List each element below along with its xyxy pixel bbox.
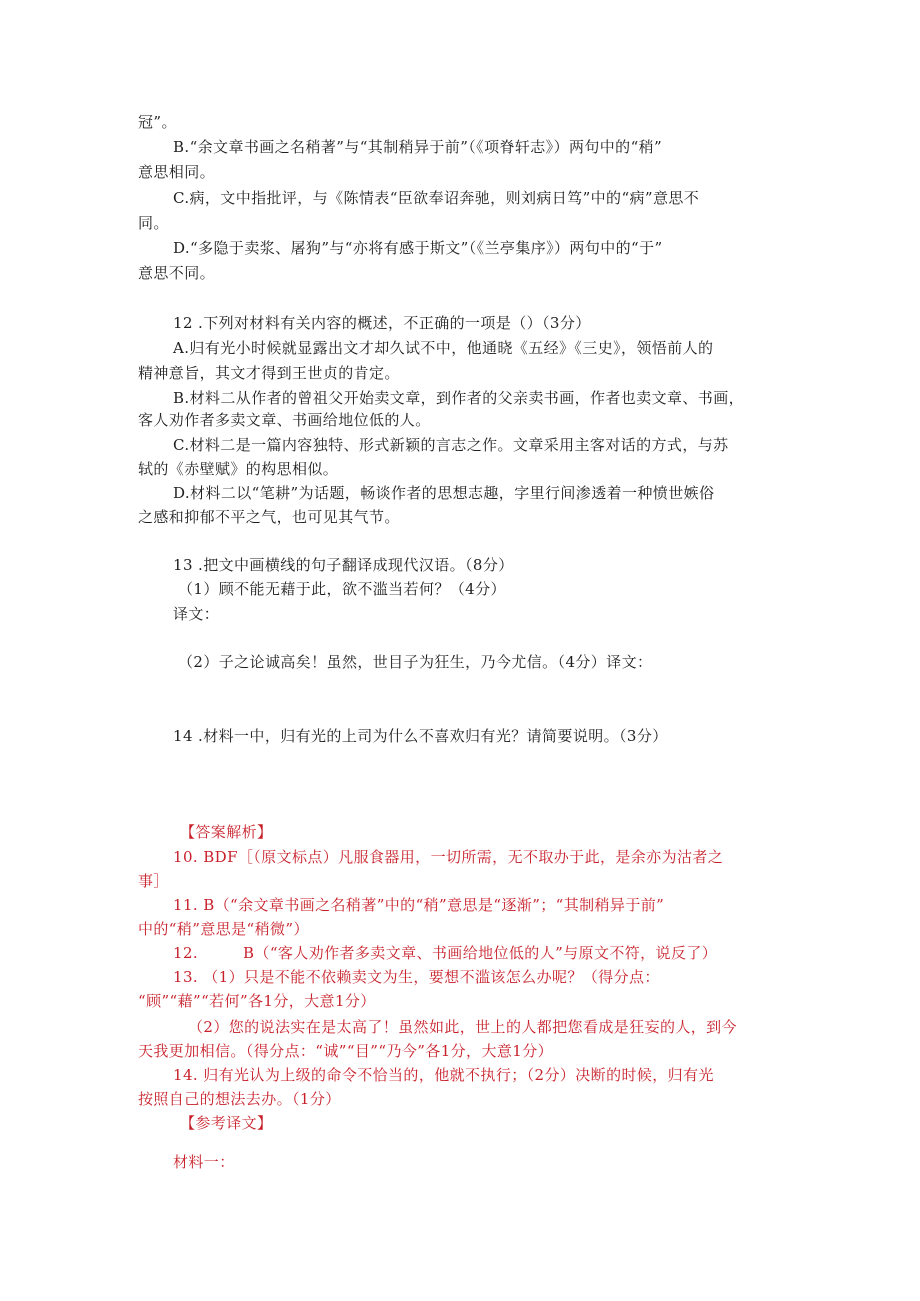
answer-12: B（“客人劝作者多卖文章、书画给地位低的人”与原文不符，说反了） <box>243 944 718 962</box>
q11-option-c: C.病，文中指批评，与《陈情表“臣欲奉诏奔驰，则刘病日笃”中的“病”意思不 <box>173 189 700 207</box>
q12-option-b: B.材料二从作者的曾祖父开始卖文章，到作者的父亲卖书画，作者也卖文章、书画， <box>173 389 744 407</box>
q13-sentence-1: （1）顾不能无藉于此，欲不滥当若何？（4分） <box>178 580 506 598</box>
q11-option-d-cont: 意思不同。 <box>138 264 216 282</box>
answer-11: 11. B（“余文章书画之名稍著”中的“稍”意思是“逐渐”；“其制稍异于前” <box>173 896 665 914</box>
q12-option-d: D.材料二以“笔耕”为话题，畅谈作者的思想志趣，字里行间渗透着一种愤世嫉俗 <box>173 484 715 502</box>
q11-continuation: 冠”。 <box>138 113 177 131</box>
answer-heading: 【答案解析】 <box>180 823 273 841</box>
answer-13: 13. （1）只是不能不依赖卖文为生，要想不滥该怎么办呢？（得分点： <box>173 968 660 986</box>
q12-option-c-cont: 轼的《赤壁赋》的构思相似。 <box>138 460 339 478</box>
answer-12-number: 12. <box>173 944 199 962</box>
q12-stem: 12 .下列对材料有关内容的概述，不正确的一项是（）（3分） <box>173 314 591 332</box>
q12-option-c: C.材料二是一篇内容独特、形式新颖的言志之作。文章采用主客对话的方式，与苏 <box>173 436 729 454</box>
answer-13-cont: “顾”“藉”“若何”各1分，大意1分） <box>138 992 376 1010</box>
answer-13-part-2: （2）您的说法实在是太高了！虽然如此，世上的人都把您看成是狂妄的人，到今 <box>188 1018 737 1036</box>
q13-stem: 13 .把文中画横线的句子翻译成现代汉语。（8分） <box>173 556 514 574</box>
q11-option-d: D.“多隐于卖浆、屠狗”与“亦将有感于斯文”（《兰亭集序》）两句中的“于” <box>173 239 663 257</box>
reference-translation-heading: 【参考译文】 <box>180 1114 273 1132</box>
answer-10: 10. BDF［（原文标点）凡服食器用，一切所需，无不取办于此，是余亦为沽者之 <box>173 848 724 866</box>
q12-option-a-cont: 精神意旨，其文才得到王世贞的肯定。 <box>138 364 400 382</box>
q14-stem: 14 .材料一中，归有光的上司为什么不喜欢归有光？请简要说明。（3分） <box>173 727 668 745</box>
q11-option-b-cont: 意思相同。 <box>138 163 216 181</box>
answer-10-cont: 事］ <box>138 872 169 890</box>
q11-option-c-cont: 同。 <box>138 214 169 232</box>
answer-11-cont: 中的“稍”意思是“稍微”） <box>138 920 309 938</box>
answer-14: 14. 归有光认为上级的命令不恰当的，他就不执行；（2分）决断的时候，归有光 <box>173 1066 714 1084</box>
q12-option-b-cont: 客人劝作者多卖文章、书画给地位低的人。 <box>138 411 431 429</box>
q13-answer-label-1: 译文： <box>173 605 220 623</box>
q12-option-d-cont: 之感和抑郁不平之气，也可见其气节。 <box>138 508 400 526</box>
q13-sentence-2: （2）子之论诚高矣！虽然，世目子为狂生，乃今尤信。（4分）译文： <box>178 653 653 671</box>
q12-option-a: A.归有光小时候就显露出文才却久试不中，他通晓《五经》《三史》，领悟前人的 <box>173 339 714 357</box>
answer-13-part-2-cont: 天我更加相信。（得分点：“诚”“目”“乃今”各1分，大意1分） <box>138 1042 553 1060</box>
material-one-label: 材料一： <box>173 1153 235 1171</box>
answer-14-cont: 按照自己的想法去办。（1分） <box>138 1090 341 1108</box>
q11-option-b: B.“余文章书画之名稍著”与“其制稍异于前”（《项脊轩志》）两句中的“稍” <box>173 138 663 156</box>
